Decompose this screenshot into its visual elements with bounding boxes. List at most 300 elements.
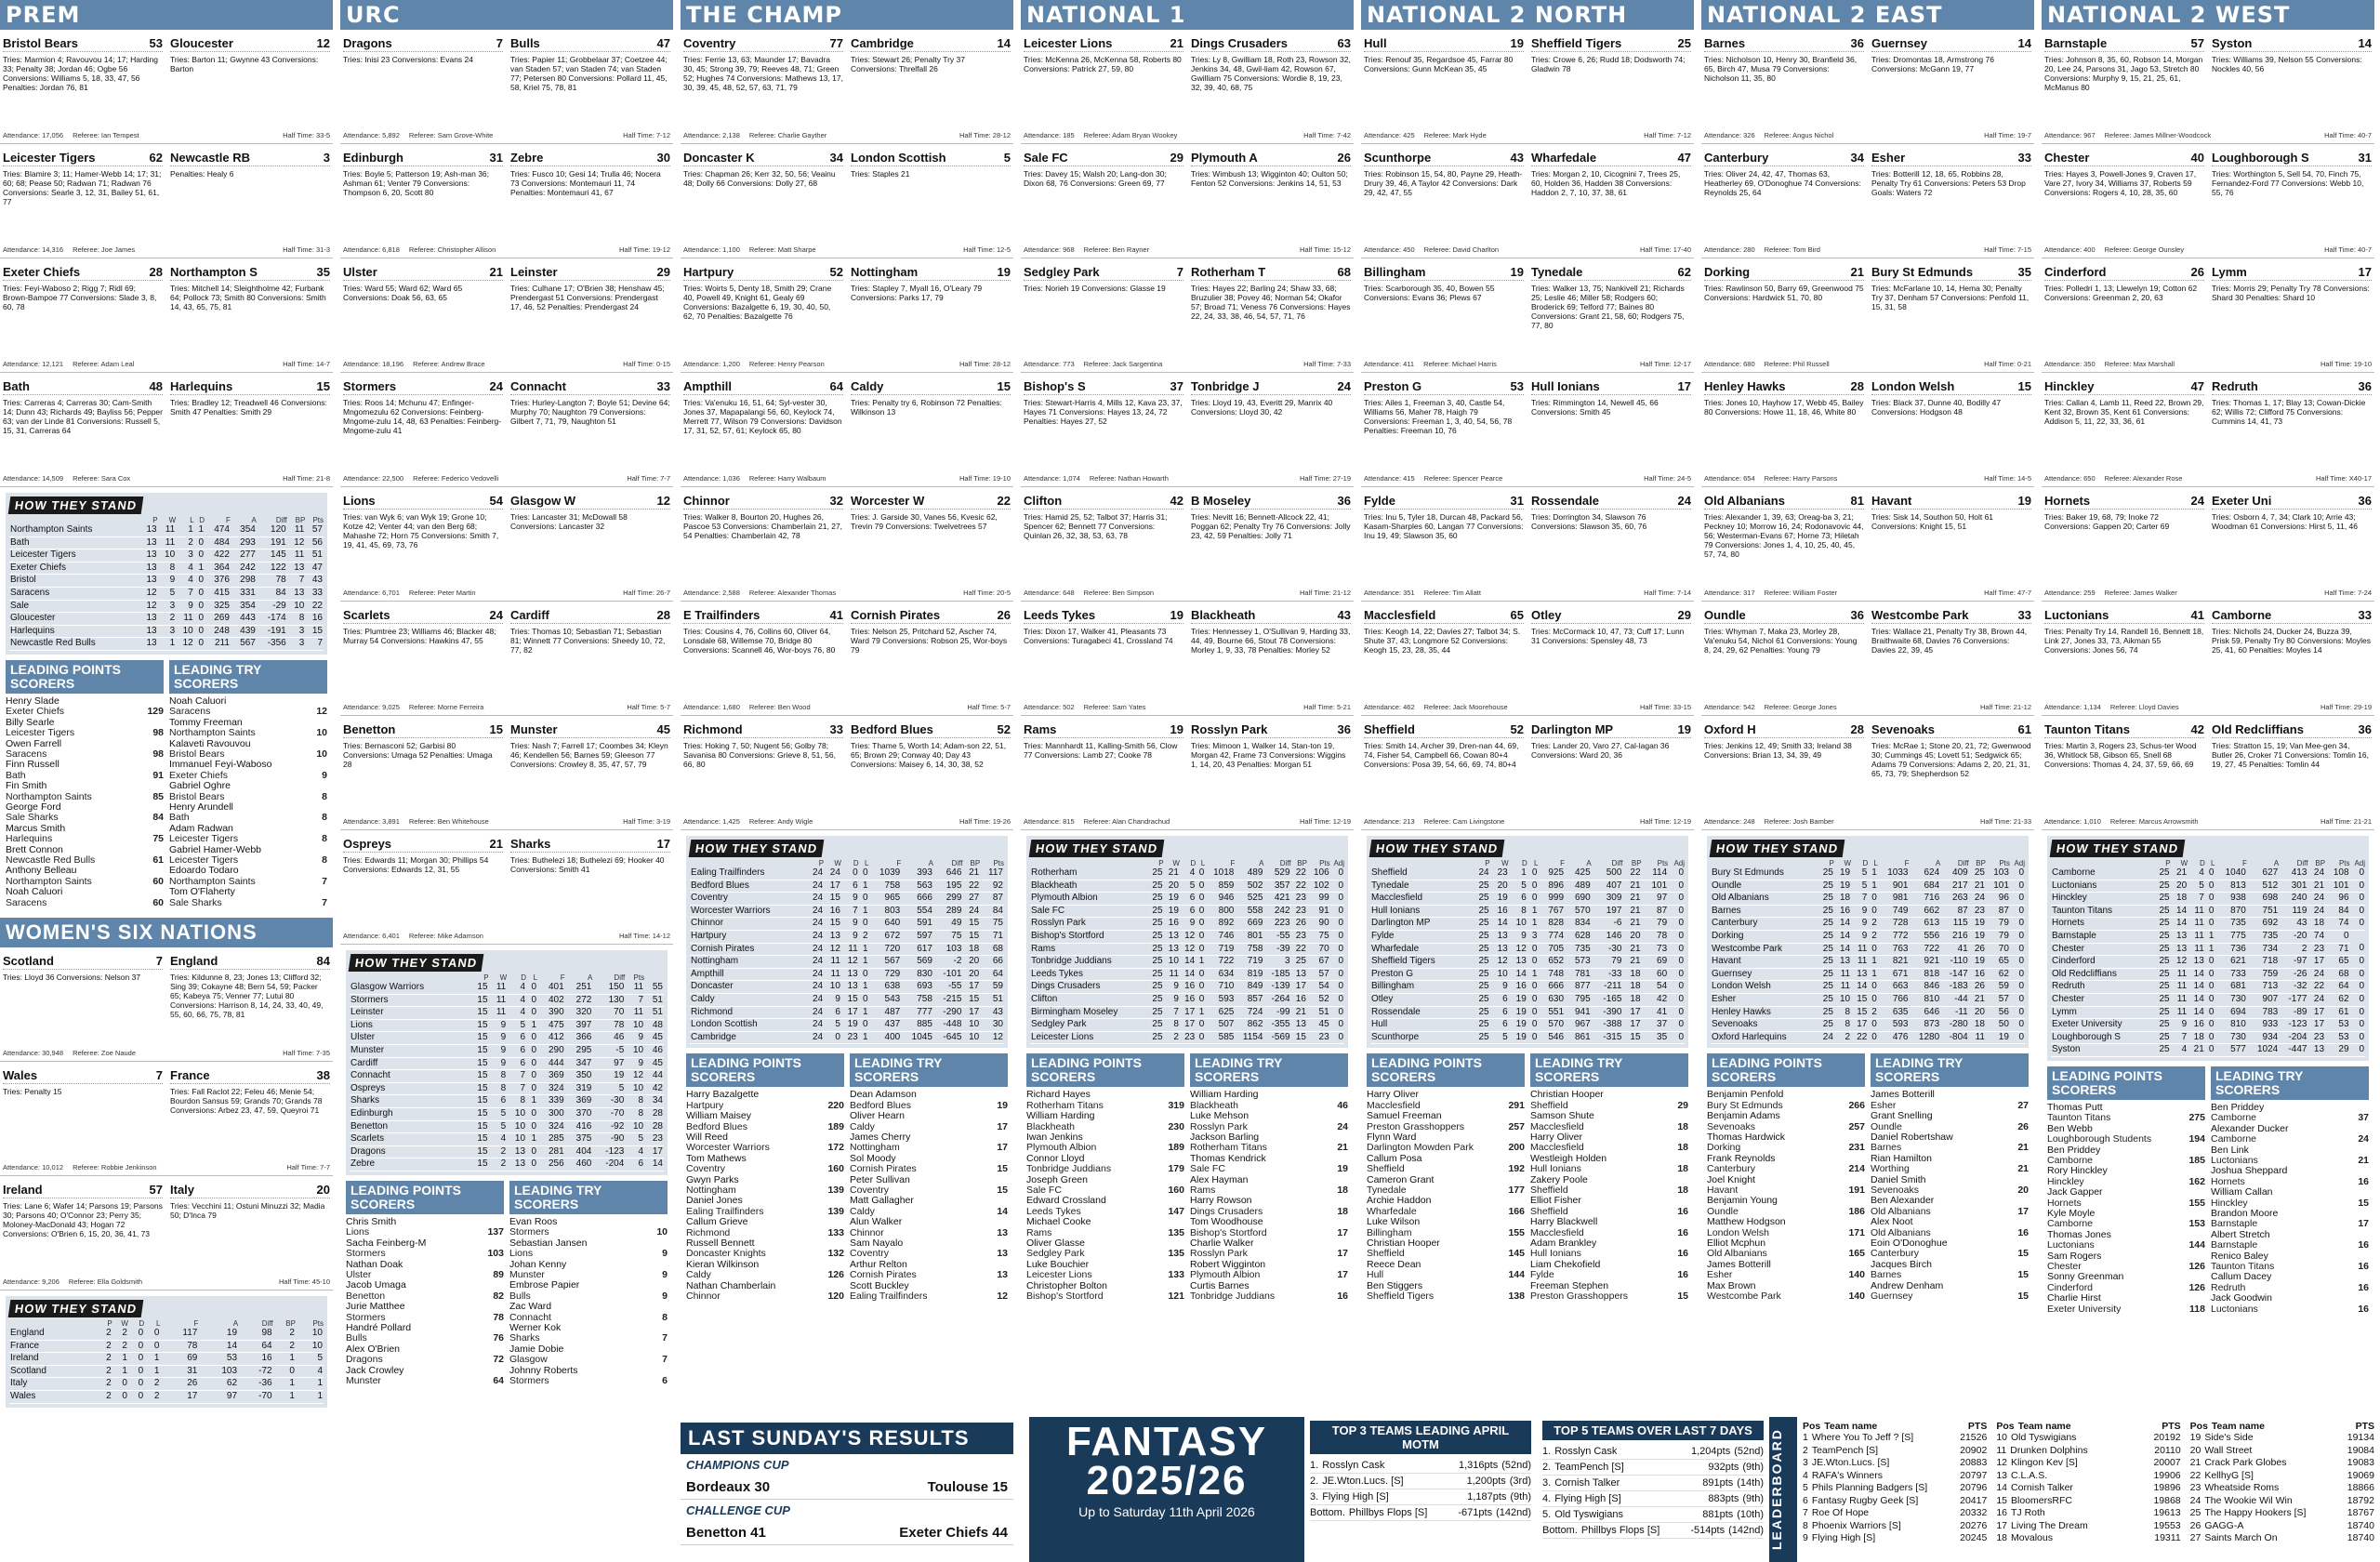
table-row [1370,968,1685,981]
stat-cell: 101 [1986,880,2010,893]
match-report [1701,716,2034,830]
home-score: 53 [1510,379,1524,393]
stat-cell: 8 [625,1095,644,1108]
home-side [3,378,163,435]
scorer-club: Exeter Chiefs [169,769,229,781]
home-score: 41 [2190,608,2204,622]
away-team-name: Wharfedale [1531,151,1597,165]
stat-cell: 662 [1910,905,1941,918]
scorer-name: Luke Bouchier [1026,1258,1090,1270]
scorers-section [1026,1053,1348,1302]
stat-cell: 25 [1147,905,1163,918]
scorer-value: 231 [1848,1142,1865,1154]
stat-cell: 24 [2307,893,2325,906]
stat-cell: 0 [2205,968,2215,981]
scorer-name: Noah Caluori [6,886,63,898]
stat-cell: 42 [1642,993,1669,1006]
stat-cell: 84 [980,905,1004,918]
leaderboard-row [1803,1482,1987,1495]
home-side [2044,150,2204,197]
stat-cell: 413 [2279,867,2307,880]
stat-cell: 10 [507,1120,526,1133]
leaderboard-row [1996,1507,2180,1520]
team-cell: Hull Ionians [1370,905,1471,918]
stat-cell: 25 [2153,993,2171,1006]
leaderboard-header-cell: PTS [2355,1421,2374,1432]
home-team-name: Stormers [343,379,397,393]
home-team-name: Bishop's S [1024,379,1086,393]
home-team-score [1024,721,1183,738]
scorer-name: Benjamin Adams [1707,1110,1780,1122]
stat-cell: 901 [1878,880,1910,893]
scorer-value: 9 [662,1268,668,1280]
stat-cell: 23 [1180,1031,1196,1044]
stat-cell: 25 [2153,893,2171,906]
stat-cell: 25 [1471,1006,1489,1019]
scorer-value: 16 [1677,1226,1688,1238]
scorer-club: Havant [1707,1184,1739,1196]
home-scoring-details: Tries: Johnson 8, 35, 60, Robson 14, Morgan 20, Lee 24, Parsons 31, Jago 53, Stretch 80 Conversions: Murphy 9, 15, 21, 25, 61, McManus 80 [2044,55,2203,92]
match-teams [1704,493,2031,559]
stat-cell: 617 [901,943,933,956]
stat-cell: 9 [841,930,859,943]
stat-cell: 1 [273,1353,296,1366]
home-team-score [1024,607,1183,624]
stat-cell: 16 [1180,993,1196,1006]
away-side [1871,150,2031,197]
referee: Referee: Ben Whitehouse [408,817,489,826]
scorer-club: Luctonians [2047,1239,2095,1251]
scorer-club: Worthing [1871,1163,1910,1175]
home-team-score [3,264,163,281]
stat-cell: 13 [1164,930,1180,943]
stat-cell: 781 [1565,968,1592,981]
scorer-club: Esher [1707,1269,1733,1281]
stat-cell: 24 [806,930,824,943]
stat-cell: 78 [257,575,287,588]
team-cell: Wales [9,1391,96,1404]
scorer-value: 185 [2188,1154,2205,1166]
scorer-value: 133 [1168,1269,1184,1281]
home-side [343,836,503,874]
stat-cell: 397 [565,1019,593,1032]
scorer-name: Marcus Smith [6,822,66,834]
stat-cell: 71 [2325,943,2349,956]
league-table-box [1026,836,1348,1048]
stat-cell: 0 [128,1378,144,1391]
stat-cell: 11 [824,956,841,969]
stat-cell: 6 [1490,993,1509,1006]
stat-cell: 375 [565,1133,593,1146]
team-cell: Clifton [1030,993,1147,1006]
away-scoring-details: Tries: Worthington 5, Sell 54, 70, Finch 75, Fernandez-Ford 77 Conversions: Webb 10, 55, 76 [2212,169,2364,197]
team-cell: Bury St Edmunds [1711,867,1818,880]
stat-cell: 7 [1164,1006,1180,1019]
stat-cell: 12 [841,956,859,969]
stat-cell: 12 [1180,930,1196,943]
scorer-club: Billingham [1367,1226,1412,1238]
stat-cell: 14 [1851,981,1868,994]
scorer-value: 172 [827,1142,844,1154]
league-table-header [1711,859,2025,867]
away-score: 36 [2358,722,2372,736]
stat-cell: 14 [1490,918,1509,931]
attendance: Attendance: 185 [1024,131,1075,139]
match-report [1701,373,2034,487]
stat-cell: 0 [1330,993,1344,1006]
stat-cell: 5 [489,1107,508,1120]
home-side [343,378,503,435]
away-side [851,35,1011,92]
table-row [1370,918,1685,931]
stat-cell: -388 [1592,1019,1623,1032]
match-teams [2044,493,2372,531]
stat-cell: 11 [625,1007,644,1020]
scorer-row [1190,1217,1348,1227]
match-footer [1704,360,2031,369]
away-score: 19 [997,265,1011,279]
table-row [1030,1006,1344,1019]
away-side [510,607,670,655]
stat-cell: 402 [537,994,565,1007]
stat-cell: 23 [1291,905,1307,918]
referee: Referee: Jack Sargentina [1083,360,1163,368]
fantasy-cell: 1,316pts [1459,1460,1499,1471]
scorer-value: 8 [322,833,327,845]
match-footer [343,589,670,598]
attendance: Attendance: 14,316 [3,245,64,254]
away-scoring-details: Tries: Rimmington 14, Newell 45, 66 Conversions: Smith 45 [1531,398,1659,417]
match-teams [2044,150,2372,197]
stat-cell: 53 [2325,1031,2349,1044]
stat-cell: 15 [824,893,841,906]
stat-cell: -6 [1592,918,1623,931]
leading-try-scorers-heading: LEADING TRY SCORERS [1190,1053,1348,1087]
stat-cell: 14 [198,1340,238,1353]
match-teams [683,493,1011,540]
stat-cell: 25 [1818,867,1834,880]
stat-cell: -39 [1263,943,1290,956]
scorer-name: Richard Hayes [1026,1089,1091,1101]
stat-cell: -139 [1263,981,1290,994]
scorer-name: William Harding [1026,1110,1095,1122]
stat-cell: 24 [806,943,824,956]
fantasy-cell: Phillbys Flops [S] [1348,1507,1428,1518]
away-score: 26 [997,608,1011,622]
scorer-club: Leicester Tigers [169,854,239,867]
leaderboard-cell: 17 [1996,1519,2008,1531]
stat-cell: 25 [2153,968,2171,981]
home-score: 34 [829,151,843,165]
stat-cell: 19 [1509,1031,1527,1044]
stat-cell: 3 [176,549,194,563]
stat-cell: 401 [537,982,565,994]
scorer-name: Jack Gapper [2047,1186,2103,1198]
stat-cell: 6 [1180,905,1196,918]
stat-cell: 299 [933,893,963,906]
attendance: Attendance: 30,948 [3,1049,64,1058]
stat-cell: 722 [1205,956,1235,969]
away-score: 19 [1677,722,1691,736]
scorer-name: Thomas Hardwick [1707,1131,1786,1143]
leaderboard-cell: 19084 [2347,1444,2374,1456]
stat-cell: 20 [962,968,980,981]
stat-cell: 803 [869,905,902,918]
stat-cell: 0 [2205,880,2215,893]
away-scoring-details: Tries: Ly 8, Gwilliam 18, Roth 23, Rowson 32, Jenkins 34, 48, Gwil-liam 42, Rowson 67, Gwilliam 75 Conversions: Wordie 8, 19, 23, 32, 39, 40, 68, 75 [1191,55,1351,92]
stat-cell: 11 [1834,981,1851,994]
stat-cell: 25 [2153,880,2171,893]
half-time: Half Time: 40-7 [2324,245,2372,254]
stat-cell: 75 [980,918,1004,931]
stat-cell: 11 [2188,943,2205,956]
half-time: Half Time: 21-33 [1979,817,2031,826]
stat-cell: 17 [824,880,841,893]
scorer-club: Caldy [686,1269,711,1281]
fantasy-subtitle: Up to Saturday 11th April 2026 [1078,1504,1255,1519]
stat-cell: 10 [1509,918,1527,931]
stat-cell: 27 [962,893,980,906]
stat-cell: 20 [962,956,980,969]
stat-cell: 12 [1509,943,1527,956]
scorer-row [2211,1187,2369,1198]
stat-cell: 25 [1818,993,1834,1006]
away-side [2212,35,2372,92]
scorer-value: 160 [1168,1184,1184,1196]
leaderboard-cell: 15 [1996,1494,2008,1506]
away-team-score [2212,150,2372,166]
stat-cell: 8 [287,613,306,626]
leaderboard-cell: 20883 [1960,1457,1988,1468]
away-side [851,264,1011,321]
stat-cell: 25 [1471,968,1489,981]
scorer-row [2211,1293,2369,1304]
scorer-row [1707,1217,1865,1227]
match-teams [683,264,1011,321]
match-footer [3,245,330,255]
stat-cell: 10 [507,1107,526,1120]
stat-cell: 25 [1818,918,1834,931]
half-time: Half Time: 19-10 [2320,360,2372,368]
home-team-name: Hinckley [2044,379,2095,393]
stat-cell: 2 [859,930,869,943]
home-score: 81 [1850,494,1864,508]
home-team-score [343,150,503,166]
away-team-score [851,150,1011,166]
stat-cell: 25 [1818,981,1834,994]
scorer-name: Archie Haddon [1367,1195,1432,1207]
stat-cell: 0 [1196,981,1205,994]
scorer-value: 15 [2017,1291,2029,1303]
scorer-row [169,887,327,897]
scorer-value: 60 [152,896,164,908]
scorer-row [6,898,164,908]
scorer-club: Doncaster Knights [686,1248,766,1260]
column-header: P [107,1319,112,1329]
team-cell: Billingham [1370,981,1471,994]
table-row [1711,1031,2025,1044]
stat-cell: 9 [1851,905,1868,918]
match-footer [343,932,670,941]
home-team-name: Clifton [1024,494,1063,508]
away-score: 17 [1677,379,1691,393]
stat-cell: 0 [2350,968,2365,981]
leaderboard-cell: 18740 [2347,1519,2374,1531]
team-cell: Dings Crusaders [1030,981,1147,994]
stat-cell: 1 [1868,968,1878,981]
match-report [2042,144,2374,258]
leaderboard-cell: 18792 [2347,1494,2374,1506]
home-score: 28 [1850,722,1864,736]
scorer-row [1530,1291,1688,1302]
leading-try-scorers [169,660,327,908]
stat-cell: 56 [1986,1006,2010,1019]
scorer-name: Christian Hooper [1530,1089,1604,1101]
stat-cell: 0 [1330,1031,1344,1044]
home-side [1024,721,1183,769]
home-side [3,1182,163,1238]
referee: Referee: Michael Harris [1423,360,1497,368]
stat-cell: 16 [1509,981,1527,994]
away-score: 14 [2358,36,2372,50]
team-cell: Tonbridge Juddians [1030,956,1147,969]
stat-cell: 862 [1235,1019,1263,1032]
stat-cell: 26 [1969,943,1986,956]
table-row [2051,893,2365,906]
leaderboard-cell: Old Tyswigians [2011,1432,2077,1443]
stat-cell: 1 [1196,956,1205,969]
team-cell: Edinburgh [350,1107,469,1120]
stat-cell: 17 [841,1006,859,1019]
stat-cell: -211 [1592,981,1623,994]
leaderboard-cell: 21526 [1960,1432,1988,1443]
half-time: Half Time: 5-21 [1303,703,1351,711]
team-cell: Oxford Harlequins [1711,1031,1818,1044]
scorer-club: Stormers [346,1311,386,1323]
attendance: Attendance: 6,701 [343,589,400,597]
leaderboard-cell: 18740 [2347,1532,2374,1543]
fantasy-cell: (52nd) [1734,1446,1764,1457]
away-side [170,378,330,435]
stat-cell: 22 [1291,867,1307,880]
scorer-club: Sale Sharks [169,896,222,908]
away-team-name: London Welsh [1871,379,1955,393]
leaderboard-cell: 26 [2189,1519,2202,1531]
scorer-value: 8 [322,854,327,867]
away-score: 15 [2017,379,2031,393]
stat-cell: 25 [1818,880,1834,893]
home-scoring-details: Tries: Bernasconi 52; Garbisi 80 Conversions: Umaga 52 Penalties: Umaga 28 [343,741,493,769]
scorer-value: 89 [493,1268,504,1280]
leaderboard-cell: 20796 [1960,1482,1988,1493]
scorer-name: Iwan Jenkins [1026,1131,1083,1143]
away-team-name: Bulls [510,36,540,50]
scorer-name: James Botterill [1707,1258,1771,1270]
home-team-score [1704,721,1864,738]
leaderboard-cell: JE.Wton.Lucs. [S] [1811,1457,1890,1468]
scorer-value: 27 [2017,1099,2029,1111]
home-side [1364,264,1524,330]
leaderboard-cell: 21 [2189,1457,2202,1468]
league-table-header [9,1319,324,1328]
fantasy-cell: Rosslyn Cask [1554,1446,1618,1457]
stat-cell: 103 [198,1365,238,1378]
stat-cell: 0 [859,1019,869,1032]
home-team-name: Doncaster K [683,151,755,165]
scorer-row [509,1355,668,1365]
scorer-name: Chris Smith [346,1215,397,1227]
scorer-club: Saracens [6,896,47,908]
home-team-score [3,150,163,166]
stat-cell: 25 [1471,930,1489,943]
leading-try-scorers-heading: LEADING TRY SCORERS [2211,1066,2369,1100]
stat-cell: 87 [1986,905,2010,918]
scorer-value: 16 [1677,1269,1688,1281]
stat-cell: 13 [507,1145,526,1158]
home-scoring-details: Tries: Va'enuku 16, 51, 64; Syl-vester 30, Jones 37, Mapapalangi 56, 60, Keylock 74, Merrett 77, Wilson 79 Conversions: Davidson 17, 31, 52, 57, 61; Keylock 65, 80 [683,398,842,435]
stat-cell: 671 [1878,968,1910,981]
leaderboard-tag: LEADERBOARD [1769,1417,1797,1562]
away-team-score [2212,607,2372,624]
stat-cell: 45 [644,1032,664,1045]
home-side [1704,264,1864,311]
top-3-teams-heading: TOP 3 TEAMS LEADING APRIL MOTM [1310,1421,1531,1454]
column-header: W [499,973,508,982]
leaderboard-cell: 5 [1803,1482,1808,1493]
league-table [1370,859,1685,1044]
away-team-name: Otley [1531,608,1562,622]
stat-cell: 18 [1622,993,1641,1006]
scorer-name: Oliver Hearn [850,1110,905,1122]
team-cell: Northampton Saints [9,524,139,536]
team-column-header [9,1319,96,1328]
scorer-name: Alun Walker [850,1216,903,1228]
stat-cell: 0 [1668,918,1685,931]
match-teams [343,721,670,769]
home-team-score [343,264,503,281]
away-score: 14 [997,36,1011,50]
stat-cell: 19 [1490,893,1509,906]
stat-cell: 10 [176,625,194,638]
home-scoring-details: Tries: McKenna 26, McKenna 58, Roberts 80 Conversions: Patrick 27, 59, 80 [1024,55,1182,73]
team-cell: Rossendale [1370,1006,1471,1019]
column-header: W [2180,859,2188,867]
leaderboard-column [1803,1421,1987,1558]
stat-cell: 0 [1196,943,1205,956]
fantasy-row [1542,1476,1764,1491]
scorer-club: Hull Ionians [1530,1163,1581,1175]
stat-cell: 25 [1147,993,1163,1006]
last-sunday-results [681,1423,1013,1545]
away-side [1871,493,2031,559]
stat-cell: 1 [2205,930,2215,943]
stat-cell: -569 [1263,1031,1290,1044]
attendance: Attendance: 1,010 [2044,817,2101,826]
scorer-value: 121 [1168,1291,1184,1303]
team-cell: Connacht [350,1070,469,1083]
scorer-name: Christopher Bolton [1026,1279,1107,1291]
scorer-club: Bedford Blues [850,1099,911,1111]
scorer-club: Nottingham [686,1184,736,1196]
scorer-value: 140 [1848,1291,1865,1303]
stat-cell: 0 [526,982,537,994]
home-side [2044,378,2204,426]
result-row [681,1521,1013,1545]
team-cell: Ampthill [690,968,806,981]
stat-cell: 67 [1307,956,1330,969]
home-scoring-details: Tries: Ferrie 13, 63; Maunder 17; Bavadra 30, 45; Strong 39, 79; Reeves 48, 71; Green 52; Hughes 74 Conversions: Mathews 13, 17, 30, 39, 45, 48, 52, 57, 63, 71, 79 [683,55,843,92]
referee: Referee: Sam Yates [1083,703,1146,711]
